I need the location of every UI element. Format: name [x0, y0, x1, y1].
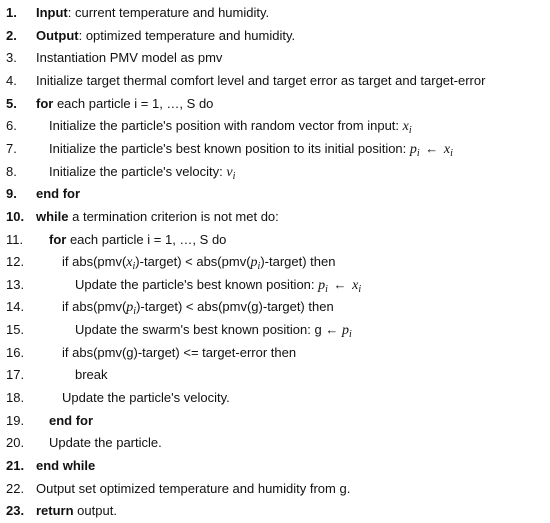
line-text: break [75, 367, 108, 383]
line-number: 13. [6, 276, 25, 292]
algorithm-line [0, 47, 550, 70]
algorithm-line [0, 364, 550, 387]
keyword: return [36, 503, 74, 519]
line-number: 8. [6, 163, 17, 179]
keyword: end for [36, 186, 81, 202]
keyword: Output [36, 27, 79, 43]
algorithm-line [0, 25, 550, 48]
line-text [49, 410, 93, 433]
line-number: 14. [6, 299, 25, 315]
line-text: if abs(pmv(g)-target) <= target-error then [62, 344, 297, 360]
line-number: 21. [6, 458, 25, 473]
line-text: Update the particle's best known position: $p_i$ ← $x_i$ [75, 276, 362, 295]
algorithm-line [0, 319, 550, 342]
line-text: Update the swarm's best known position: g ← $p_i$ [75, 322, 352, 341]
line-text [36, 455, 95, 478]
algorithm-line [0, 410, 550, 433]
line-text: while a termination criterion is not met do: [36, 208, 279, 224]
line-text: for each particle i = 1, …, S do [49, 231, 227, 247]
line-text: Update the particle. [49, 435, 162, 451]
math-symbol: $p_i$ [409, 141, 420, 159]
algorithm-line [0, 115, 550, 138]
line-text: Initialize the particle's velocity: $v_i$ [49, 163, 236, 182]
line-number: 16. [6, 344, 25, 360]
line-number: 22. [6, 480, 25, 496]
line-text: Initialize target thermal comfort level and target error as target and target-error [36, 72, 486, 88]
line-number: 17. [6, 367, 25, 383]
line-number: 5. [6, 95, 17, 111]
algorithm-line [0, 93, 550, 116]
line-number: 12. [6, 254, 25, 270]
algorithm-line [0, 229, 550, 252]
math-symbol: $x_i$ [443, 141, 453, 159]
line-number: 20. [6, 435, 25, 451]
keyword: Input [36, 5, 68, 20]
math-symbol: $p_i$ [341, 323, 352, 341]
algorithm-line [0, 138, 550, 161]
arrow-symbol: ← [329, 276, 351, 292]
math-symbol: $x_i$ [352, 277, 362, 295]
line-number: 19. [6, 412, 25, 428]
keyword: end for [49, 412, 94, 428]
line-number: 7. [6, 140, 17, 156]
line-number: 10. [6, 208, 25, 224]
keyword: end while [36, 458, 96, 473]
line-text: Initialize the particle's best known position to its initial position: $p_i$ ← $x_i$ [49, 140, 453, 159]
line-number: 3. [6, 50, 17, 66]
algorithm-line [0, 183, 550, 206]
algorithm-line [0, 70, 550, 93]
line-number: 1. [6, 5, 17, 20]
math-symbol: $x_i$ [126, 255, 136, 273]
line-number: 4. [6, 72, 17, 88]
keyword: for [36, 95, 54, 111]
math-symbol: $p_i$ [126, 300, 137, 318]
line-text: if $abs(pmv(x_i)-target)$ < $abs(pmv(p_i)-target)$ then [62, 254, 336, 273]
line-text: Input: current temperature and humidity. [36, 5, 270, 20]
line-text: for each particle i = 1, …, S do [36, 95, 214, 111]
line-text: Update the particle's velocity. [62, 390, 230, 406]
algorithm-line [0, 296, 550, 319]
algorithm-line [0, 206, 550, 229]
line-text: return output. [36, 503, 117, 519]
math-symbol: $p_i$ [250, 255, 261, 273]
algorithm-line [0, 455, 550, 478]
algorithm-line [0, 2, 550, 25]
algorithm-line [0, 432, 550, 455]
line-number: 18. [6, 390, 25, 406]
math-symbol: $x_i$ [402, 119, 412, 137]
keyword: while [36, 208, 69, 224]
math-symbol: $p_i$ [318, 277, 328, 295]
line-text: if $abs(pmv(p_i)-target)$ < abs(pmv(g)-target) then [62, 299, 334, 318]
line-number: 9. [6, 186, 17, 202]
line-number: 2. [6, 27, 17, 43]
line-number: 6. [6, 118, 17, 134]
keyword: for [49, 231, 67, 247]
line-number: 11. [6, 231, 24, 247]
line-number: 23. [6, 503, 25, 519]
algorithm-line [0, 161, 550, 184]
line-number: 15. [6, 322, 25, 338]
line-text: Output: optimized temperature and humidity. [36, 27, 296, 43]
line-text [36, 183, 80, 206]
algorithm-line [0, 274, 550, 297]
line-text: Initialize the particle's position with random vector from input: $x_i$ [49, 118, 412, 137]
algorithm-line [0, 342, 550, 365]
algorithm-line [0, 500, 550, 523]
line-text: Output set optimized temperature and humidity from g. [36, 480, 351, 496]
algorithm-line [0, 387, 550, 410]
algorithm-line [0, 251, 550, 274]
arrow-symbol: ← [421, 140, 442, 156]
math-symbol: $v_i$ [226, 164, 236, 182]
line-text: Instantiation PMV model as pmv [36, 50, 223, 66]
algorithm-line [0, 478, 550, 501]
